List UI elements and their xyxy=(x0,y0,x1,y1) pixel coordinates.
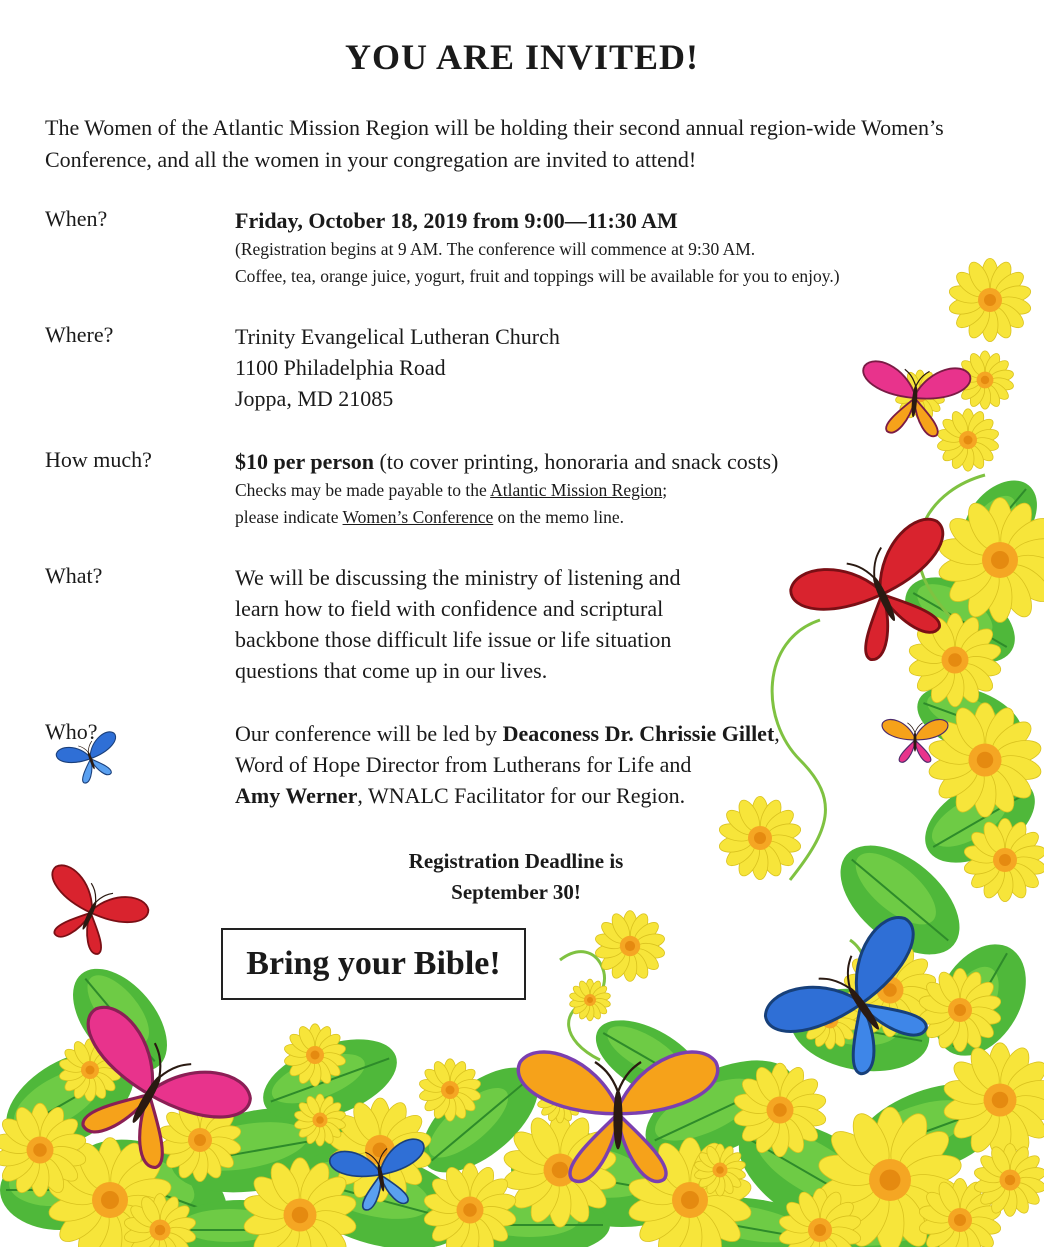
payee: Atlantic Mission Region xyxy=(490,480,663,500)
checks-suffix: ; xyxy=(662,480,668,500)
memo-text: Women’s Conference xyxy=(342,507,494,527)
leader-two: Amy Werner xyxy=(235,783,358,808)
refreshments-note: Coffee, tea, orange juice, yogurt, fruit and toppings will be available for you to enjoy.) xyxy=(235,266,840,286)
what-label: What? xyxy=(45,563,103,588)
bring-bible-box: Bring your Bible! xyxy=(221,928,526,1000)
page-title: YOU ARE INVITED! xyxy=(344,37,700,77)
street-address: 1100 Philadelphia Road xyxy=(235,355,446,380)
who-line xyxy=(235,780,780,811)
registration-note: (Registration begins at 9 AM. The conference will commence at 9:30 AM. xyxy=(235,239,756,259)
leader-two-role: , WNALC Facilitator for our Region. xyxy=(357,783,686,808)
checks-line xyxy=(235,477,778,504)
event-date-time: Friday, October 18, 2019 from 9:00—11:30 AM xyxy=(235,208,678,233)
leader-one: Deaconess Dr. Chrissie Gillet xyxy=(502,721,775,746)
what-details xyxy=(235,562,681,686)
where-details xyxy=(235,321,560,414)
when-label: When? xyxy=(45,206,108,231)
who-details xyxy=(235,718,780,811)
what-line: We will be discussing the ministry of listening and xyxy=(235,565,681,590)
church-name: Trinity Evangelical Lutheran Church xyxy=(235,324,560,349)
price-note: (to cover printing, honoraria and snack costs) xyxy=(373,449,779,474)
city-state-zip: Joppa, MD 21085 xyxy=(235,386,394,411)
registration-deadline xyxy=(330,846,702,908)
what-line: questions that come up in our lives. xyxy=(235,658,548,683)
who-line xyxy=(235,718,780,749)
how-much-label: How much? xyxy=(45,447,152,472)
deadline-date: September 30! xyxy=(451,880,581,904)
where-label: Where? xyxy=(45,322,114,347)
intro-paragraph: The Women of the Atlantic Mission Region will be holding their second annual region-wide Women’s Conference, and all the women in your congregation are invited to attend! xyxy=(45,115,944,172)
what-line: backbone those difficult life issue or life situation xyxy=(235,627,672,652)
memo-suffix: on the memo line. xyxy=(493,507,624,527)
who-line: Word of Hope Director from Lutherans for Life and xyxy=(235,752,692,777)
memo-line xyxy=(235,504,778,531)
memo-prefix: please indicate xyxy=(235,507,343,527)
cost-details xyxy=(235,446,778,531)
checks-prefix: Checks may be made payable to the xyxy=(235,480,491,500)
who-prefix: Our conference will be led by xyxy=(235,721,503,746)
who-label: Who? xyxy=(45,719,98,744)
who-comma: , xyxy=(774,721,780,746)
price: $10 per person xyxy=(235,449,374,474)
deadline-line: Registration Deadline is xyxy=(408,849,624,873)
what-line: learn how to field with confidence and scriptural xyxy=(235,596,664,621)
when-details xyxy=(235,205,840,290)
price-line xyxy=(235,446,778,477)
